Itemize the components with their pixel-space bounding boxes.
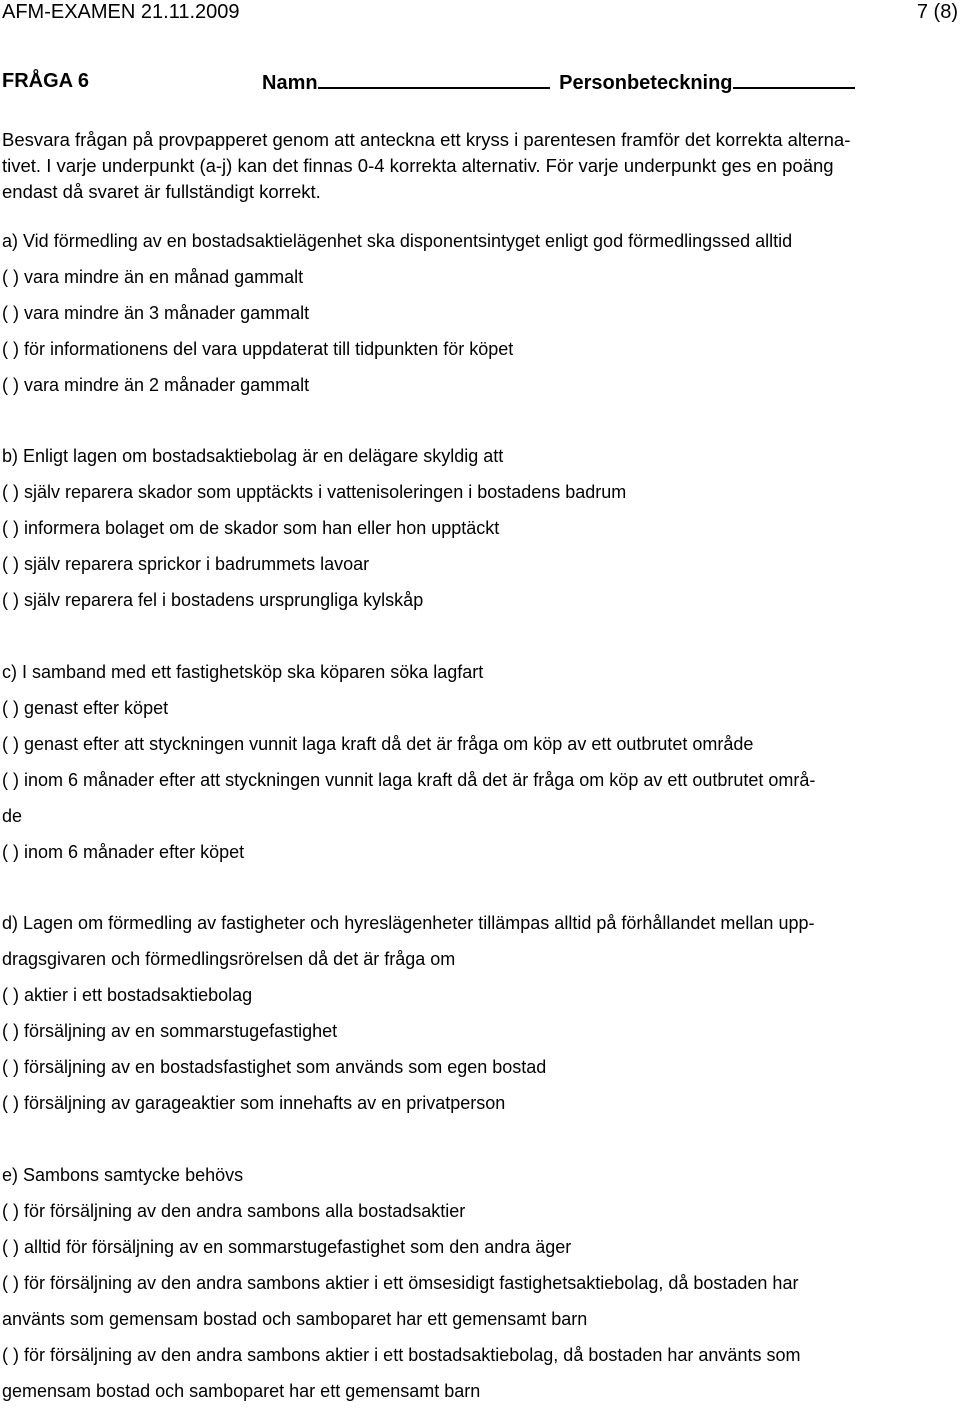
subquestion-text: a) Vid förmedling av en bostadsaktielägenhet ska disponentsintyget enligt god förmedlingssed alltid xyxy=(2,231,793,251)
id-field-line[interactable] xyxy=(733,69,855,89)
subquestion-text: b) Enligt lagen om bostadsaktiebolag är en delägare skyldig att xyxy=(2,446,504,466)
subquestion-text: d) Lagen om förmedling av fastigheter och hyreslägenheter tillämpas alltid på förhållandet mellan upp- xyxy=(2,913,815,933)
subquestion-c xyxy=(2,654,958,870)
answer-option[interactable]: ( ) för informationens del vara uppdaterat till tidpunkten för köpet xyxy=(2,339,514,359)
answer-option[interactable]: ( ) vara mindre än en månad gammalt xyxy=(2,267,304,287)
answer-option[interactable]: ( ) för försäljning av den andra sambons aktier i ett ömsesidigt fastighetsaktiebolag, då bostaden har xyxy=(2,1273,799,1293)
instruction-line: Besvara frågan på provpapperet genom att anteckna ett kryss i parentesen framför det korrekta alterna- xyxy=(2,129,851,150)
answer-option[interactable]: ( ) inom 6 månader efter att styckningen vunnit laga kraft då det är fråga om köp av ett outbrutet områ- xyxy=(2,770,816,790)
instructions xyxy=(2,127,958,205)
exam-header-title: AFM-EXAMEN 21.11.2009 xyxy=(2,1,240,23)
answer-option-continuation: de xyxy=(2,806,23,826)
instruction-line: tivet. I varje underpunkt (a-j) kan det finnas 0-4 korrekta alternativ. För varje underpunkt ges en poäng xyxy=(2,155,834,176)
answer-option[interactable]: ( ) för försäljning av den andra sambons alla bostadsaktier xyxy=(2,1201,466,1221)
name-and-id-fields xyxy=(262,69,855,95)
name-label: Namn xyxy=(262,72,318,94)
instruction-line: endast då svaret är fullständigt korrekt. xyxy=(2,181,321,202)
subquestion-b xyxy=(2,438,958,618)
answer-option[interactable]: ( ) vara mindre än 2 månader gammalt xyxy=(2,375,310,395)
answer-option[interactable]: ( ) försäljning av en bostadsfastighet som används som egen bostad xyxy=(2,1057,547,1077)
answer-option[interactable]: ( ) själv reparera fel i bostadens ursprungliga kylskåp xyxy=(2,590,424,610)
page-number: 7 (8) xyxy=(916,1,958,23)
answer-option[interactable]: ( ) genast efter köpet xyxy=(2,698,169,718)
answer-option[interactable]: ( ) för försäljning av den andra sambons aktier i ett bostadsaktiebolag, då bostaden har använts som xyxy=(2,1345,801,1365)
answer-option[interactable]: ( ) aktier i ett bostadsaktiebolag xyxy=(2,985,253,1005)
answer-option[interactable]: ( ) själv reparera sprickor i badrummets lavoar xyxy=(2,554,370,574)
subquestion-e xyxy=(2,1157,958,1409)
id-label: Personbeteckning xyxy=(559,72,733,94)
answer-option[interactable]: ( ) inom 6 månader efter köpet xyxy=(2,842,245,862)
subquestion-text: dragsgivaren och förmedlingsrörelsen då det är fråga om xyxy=(2,949,456,969)
subquestion-text: e) Sambons samtycke behövs xyxy=(2,1165,244,1185)
answer-option-continuation: gemensam bostad och samboparet har ett gemensamt barn xyxy=(2,1381,481,1401)
answer-option[interactable]: ( ) försäljning av en sommarstugefastighet xyxy=(2,1021,338,1041)
subquestion-text: c) I samband med ett fastighetsköp ska köparen söka lagfart xyxy=(2,662,484,682)
subquestion-a xyxy=(2,223,958,403)
answer-option[interactable]: ( ) försäljning av garageaktier som innehafts av en privatperson xyxy=(2,1093,506,1113)
question-title: FRÅGA 6 xyxy=(2,70,90,92)
answer-option[interactable]: ( ) alltid för försäljning av en sommarstugefastighet som den andra äger xyxy=(2,1237,572,1257)
answer-option-continuation: använts som gemensam bostad och samboparet har ett gemensamt barn xyxy=(2,1309,588,1329)
answer-option[interactable]: ( ) själv reparera skador som upptäckts i vattenisoleringen i bostadens badrum xyxy=(2,482,627,502)
answer-option[interactable]: ( ) genast efter att styckningen vunnit laga kraft då det är fråga om köp av ett outbrutet område xyxy=(2,734,754,754)
subquestion-d xyxy=(2,905,958,1121)
name-field-line[interactable] xyxy=(318,69,550,89)
answer-option[interactable]: ( ) vara mindre än 3 månader gammalt xyxy=(2,303,310,323)
answer-option[interactable]: ( ) informera bolaget om de skador som han eller hon upptäckt xyxy=(2,518,500,538)
